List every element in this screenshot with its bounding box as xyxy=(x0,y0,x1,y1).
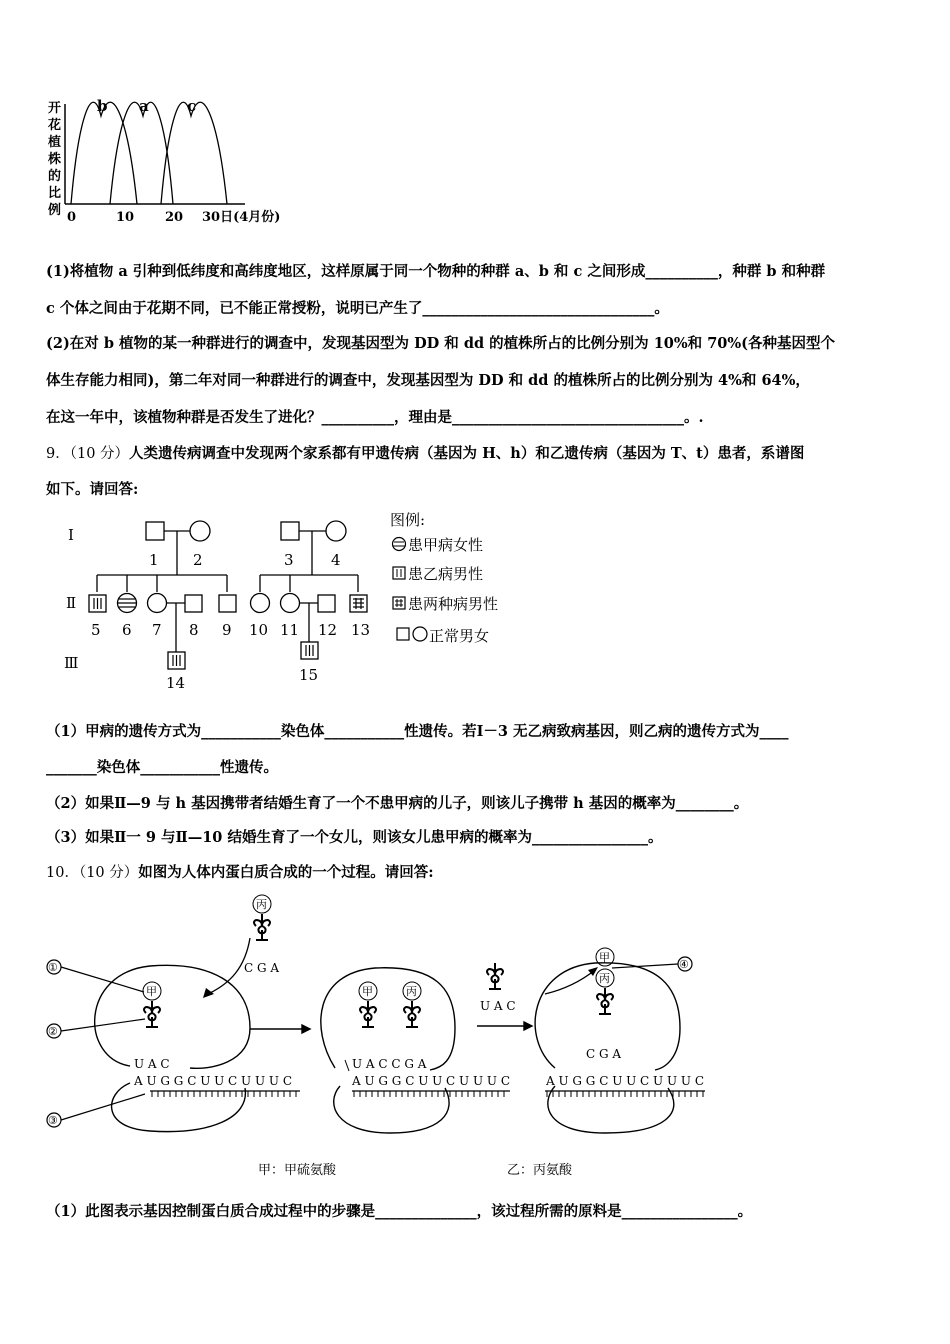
y-label-char: 植 xyxy=(48,135,62,150)
q9-s1-line2: _______染色体___________性遗传。 xyxy=(46,759,278,776)
q9-number: 9．（10 分） xyxy=(46,446,130,462)
y-label-char: 的 xyxy=(48,169,62,184)
anticodon-uac-leaving: U A C xyxy=(480,999,516,1013)
id-5: 5 xyxy=(91,621,101,639)
marker-2: ② xyxy=(48,1025,58,1038)
ribosome-1-small-subunit xyxy=(112,1083,246,1132)
marker-3: ③ xyxy=(48,1114,58,1127)
amino-jia-rib3: 甲 xyxy=(599,951,610,964)
id-10: 10 xyxy=(249,621,269,639)
x-tick-30: 30日(4月份) xyxy=(202,210,281,225)
legend-title: 图例: xyxy=(390,511,426,529)
y-label-char: 花 xyxy=(48,118,62,133)
q10-number: 10．（10 分） xyxy=(46,865,139,881)
marker-1: ① xyxy=(48,961,58,974)
mrna-seq-1: A U G G C U U C U U U C xyxy=(134,1074,293,1088)
id-1: 1 xyxy=(149,551,159,569)
individual-1-male xyxy=(146,522,164,540)
flowering-curve-c xyxy=(161,102,227,204)
individual-2-female xyxy=(190,521,210,541)
anticodon-cga-rib3: C G A xyxy=(586,1047,622,1061)
y-label-char: 例 xyxy=(48,203,62,218)
individual-8-male xyxy=(185,595,202,612)
legend-jia: 甲：甲硫氨酸 xyxy=(258,1163,337,1178)
y-label-char: 比 xyxy=(48,186,62,201)
x-tick-20: 20 xyxy=(165,210,184,225)
pedigree-chart xyxy=(60,510,540,695)
q9-s1-line1: （1）甲病的遗传方式为___________染色体___________性遗传。若Ⅰ－3 无乙病致病基因，则乙病的遗传方式为____ xyxy=(46,723,789,740)
individual-10-female xyxy=(251,594,270,613)
individual-12-male xyxy=(318,595,335,612)
legend-yi: 乙：丙氨酸 xyxy=(507,1163,573,1178)
id-4: 4 xyxy=(331,551,341,569)
x-tick-10: 10 xyxy=(116,210,135,225)
id-14: 14 xyxy=(166,674,186,692)
flowering-curve-b xyxy=(71,102,137,204)
q8-part1-line2: c 个体之间由于花期不同，已不能正常授粉，说明已产生了________________________________。 xyxy=(46,300,669,317)
individual-3-male xyxy=(281,522,299,540)
amino-bing-rib2: 丙 xyxy=(406,985,417,998)
anticodon-uaccga-rib2: U A C C G A xyxy=(352,1057,427,1071)
id-7: 7 xyxy=(152,621,162,639)
y-axis-label xyxy=(47,100,61,218)
marker-4: ④ xyxy=(679,958,689,971)
id-13: 13 xyxy=(351,621,371,639)
amino-jia-rib1: 甲 xyxy=(146,985,157,998)
q9-s2: （2）如果Ⅱ—9 与 h 基因携带者结婚生育了一个不患甲病的儿子，则该儿子携带 h 基因的概率为________。 xyxy=(46,795,749,812)
q9-stem-line1 xyxy=(46,444,804,464)
mrna-seq-2: A U G G C U U C U U U C xyxy=(352,1074,511,1088)
gen-label-III: Ⅲ xyxy=(64,654,79,672)
individual-7-female xyxy=(148,594,167,613)
gen-label-I: Ⅰ xyxy=(68,526,74,544)
id-9: 9 xyxy=(222,621,232,639)
id-12: 12 xyxy=(318,621,338,639)
individual-4-female xyxy=(326,521,346,541)
q10-s1: （1）此图表示基因控制蛋白质合成过程中的步骤是______________，该过程所需的原料是________________。 xyxy=(46,1203,753,1220)
q9-stem-line2: 如下。请回答: xyxy=(46,481,139,498)
series-label-b: b xyxy=(97,97,108,115)
legend-normal: 正常男女 xyxy=(429,627,490,645)
ribosome-1-large-subunit xyxy=(95,965,250,1068)
gen-label-II: Ⅱ xyxy=(66,594,77,612)
y-label-char: 开 xyxy=(48,101,62,116)
anticodon-cga-incoming: C G A xyxy=(244,961,280,975)
x-tick-0: 0 xyxy=(67,210,77,225)
pedigree-legend xyxy=(390,511,498,645)
q8-part2-line3: 在这一年中，该植物种群是否发生了进化？__________，理由是________________________________。. xyxy=(46,409,704,426)
amino-bing-rib3: 丙 xyxy=(599,972,610,985)
legend-both-male: 患两种病男性 xyxy=(408,595,499,613)
trna-leaving xyxy=(487,963,503,989)
legend-jia-female: 患甲病女性 xyxy=(408,536,484,554)
id-6: 6 xyxy=(122,621,132,639)
q9-stem: 人类遗传病调查中发现两个家系都有甲遗传病（基因为 H、h）和乙遗传病（基因为 T、t）患者，系谱图 xyxy=(129,445,805,462)
flowering-curve-a xyxy=(110,102,173,204)
series-label-a: a xyxy=(139,97,149,115)
id-3: 3 xyxy=(284,551,294,569)
q8-part1-line1: (1)将植物 a 引种到低纬度和高纬度地区，这样原属于同一个物种的种群 a、b 和 c 之间形成__________，种群 b 和种群 xyxy=(46,263,826,280)
series-label-c: c xyxy=(187,97,197,115)
anticodon-uac-rib1: U A C xyxy=(134,1057,170,1071)
amino-jia-rib2: 甲 xyxy=(362,985,373,998)
q10-stem-line xyxy=(46,863,434,883)
q8-part2-line2: 体生存能力相同)，第二年对同一种群进行的调查中，发现基因型为 DD 和 dd 的植株所占的比例分别为 4%和 64%， xyxy=(46,372,810,389)
q8-part2-line1: (2)在对 b 植物的某一种群进行的调查中，发现基因型为 DD 和 dd 的植株所占的比例分别为 10%和 70%(各种基因型个 xyxy=(46,335,836,352)
flowering-chart xyxy=(40,96,290,236)
id-2: 2 xyxy=(193,551,203,569)
mrna-seq-3: A U G G C U U C U U U C xyxy=(546,1074,705,1088)
individual-11-female xyxy=(281,594,300,613)
id-8: 8 xyxy=(189,621,199,639)
q10-stem: 如图为人体内蛋白质合成的一个过程。请回答: xyxy=(138,864,434,881)
translation-diagram xyxy=(40,888,740,1188)
id-11: 11 xyxy=(280,621,300,639)
y-label-char: 株 xyxy=(48,152,62,167)
ribosome-2-large-subunit xyxy=(321,968,455,1070)
q9-s3: （3）如果Ⅱ一 9 与Ⅱ—10 结婚生育了一个女儿，则该女儿患甲病的概率为________________。 xyxy=(46,829,663,846)
legend-yi-male: 患乙病男性 xyxy=(408,565,484,583)
id-15: 15 xyxy=(299,666,319,684)
amino-bing-incoming: 丙 xyxy=(256,898,267,911)
individual-9-male xyxy=(219,595,236,612)
